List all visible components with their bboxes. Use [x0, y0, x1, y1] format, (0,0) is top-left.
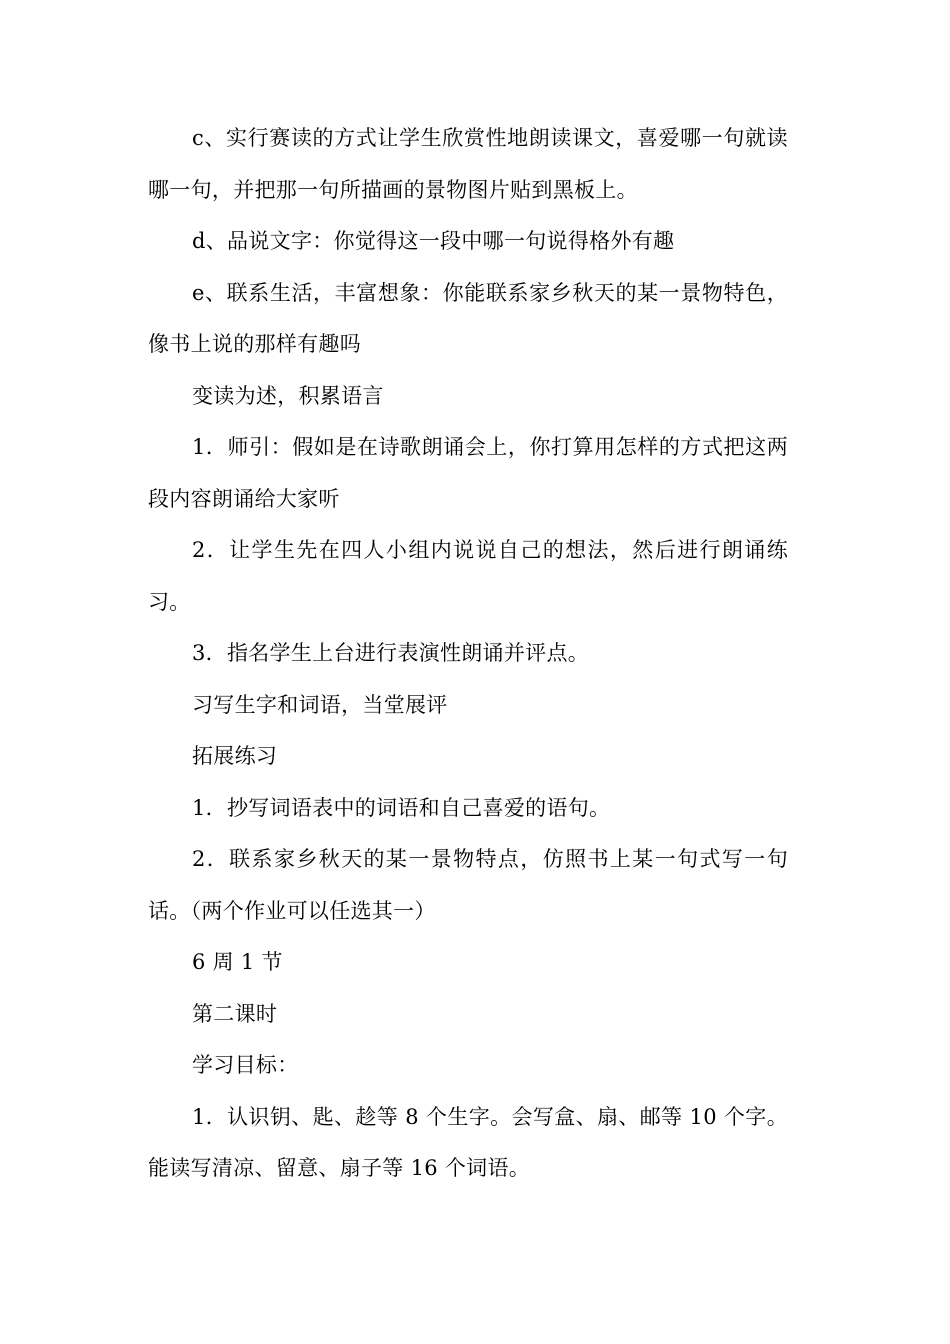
section-heading-writing: 习写生字和词语，当堂展评	[192, 692, 448, 717]
paragraph-step-2: 2．让学生先在四人小组内说说自己的想法，然后进行朗诵练习。	[148, 538, 788, 614]
paragraph-discuss-text: d、品说文字：你觉得这一段中哪一句说得格外有趣	[192, 229, 675, 253]
section-heading-exercise: 拓展练习	[192, 744, 278, 768]
paragraph-exercise-1: 1．抄写词语表中的词语和自己喜爱的语句。	[192, 795, 611, 820]
paragraph-schedule: 6 周 1 节	[192, 950, 283, 974]
paragraph-objective-1: 1．认识钥、匙、趁等 8 个生字。会写盒、扇、邮等 10 个字。能读写清凉、留意、扇子等 16 个词语。	[148, 1104, 788, 1180]
section-heading-objectives: 学习目标：	[192, 1053, 299, 1077]
paragraph-connect-life: e、联系生活，丰富想象：你能联系家乡秋天的某一景物特色，像书上说的那样有趣吗	[148, 280, 788, 356]
paragraph-exercise-2: 2．联系家乡秋天的某一景物特点，仿照书上某一句式写一句话。（两个作业可以任选其一）	[148, 847, 788, 923]
paragraph-reading-competition: c、实行赛读的方式让学生欣赏性地朗读课文，喜爱哪一句就读哪一句，并把那一句所描画的景物图片贴到黑板上。	[148, 126, 788, 202]
section-heading-retell: 变读为述，积累语言	[192, 383, 384, 408]
section-heading-second-lesson: 第二课时	[192, 1001, 278, 1026]
paragraph-step-1: 1．师引：假如是在诗歌朗诵会上，你打算用怎样的方式把这两段内容朗诵给大家听	[148, 435, 788, 511]
paragraph-step-3: 3．指名学生上台进行表演性朗诵并评点。	[192, 641, 590, 665]
document-body	[148, 113, 788, 1195]
